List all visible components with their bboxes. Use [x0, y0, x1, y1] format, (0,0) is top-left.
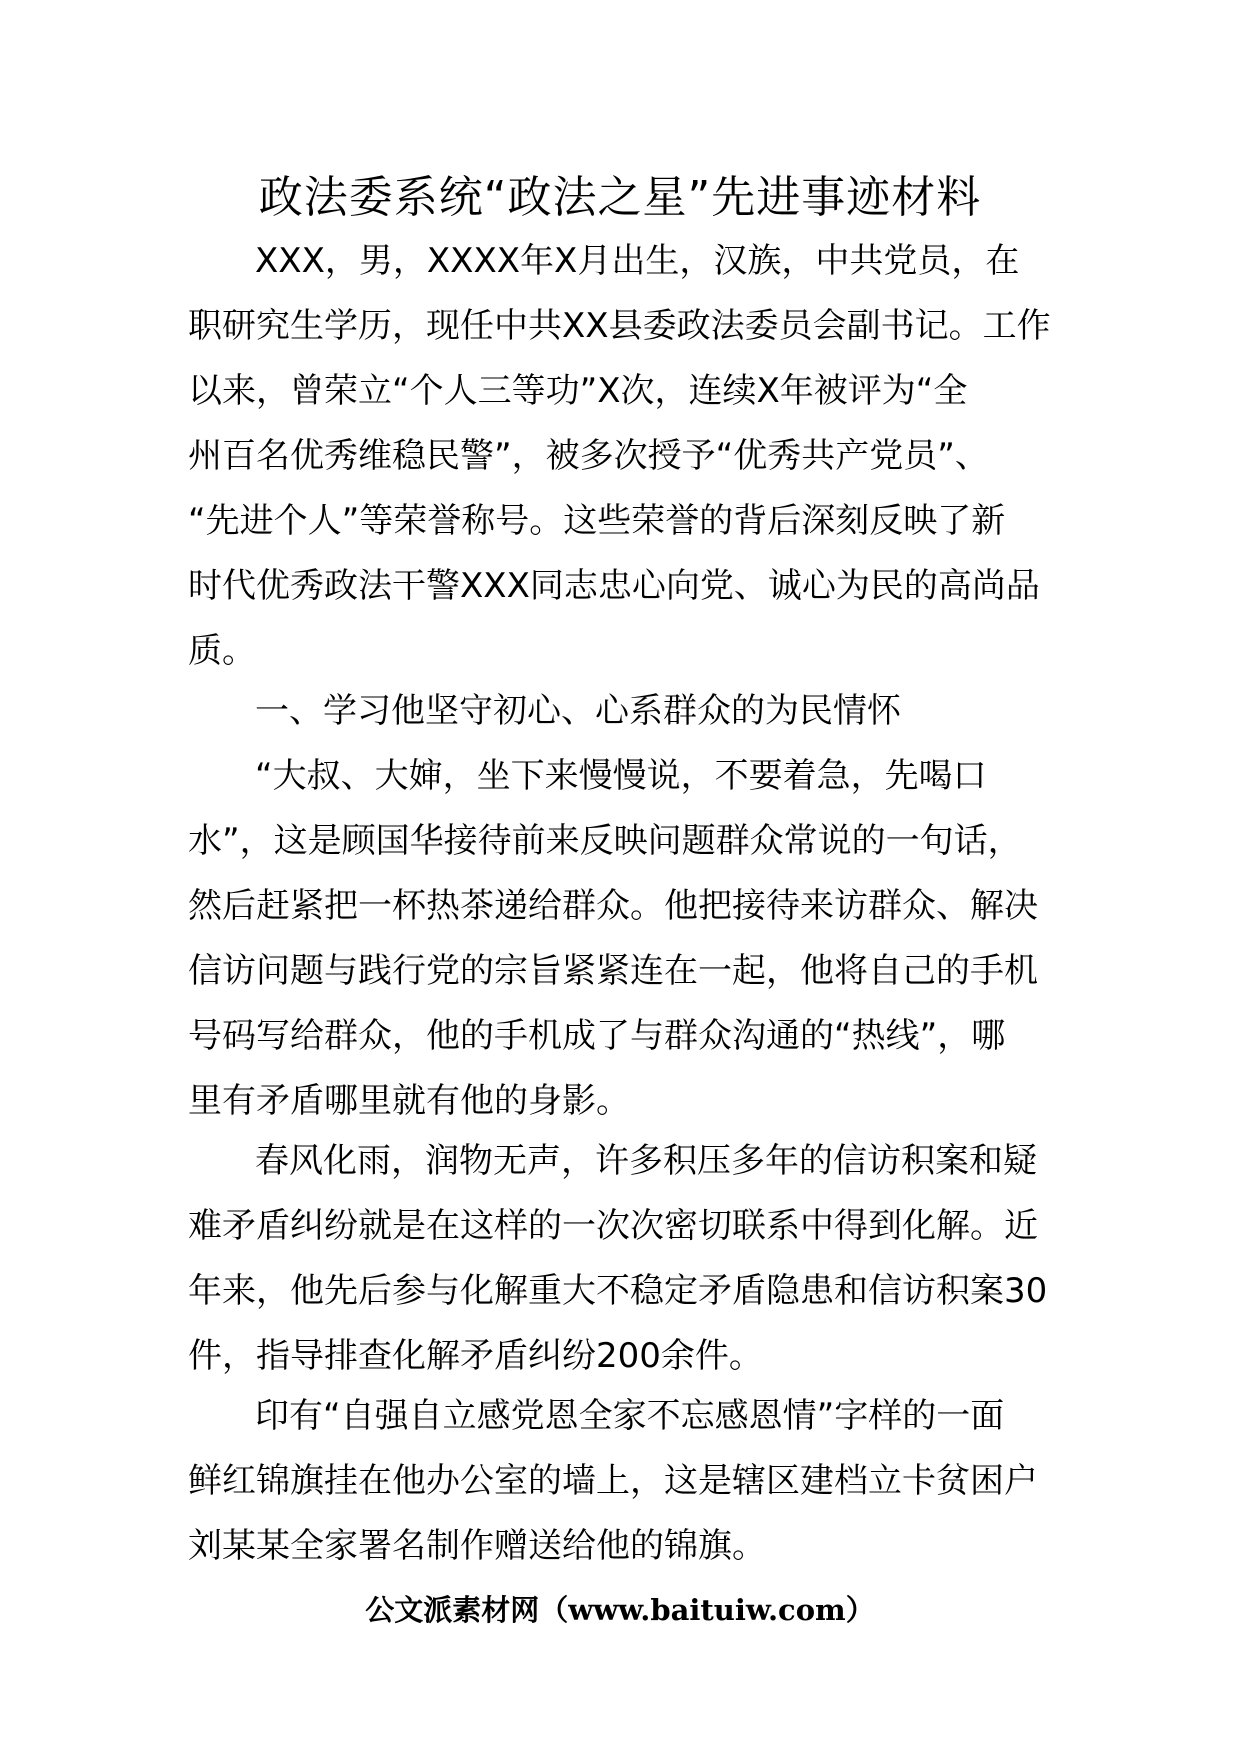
body-line: 然后赶紧把一杯热茶递给群众。他把接待来访群众、解决	[188, 886, 1038, 926]
body-line: “先进个人”等荣誉称号。这些荣誉的背后深刻反映了新	[188, 501, 1006, 541]
body-line: 水”，这是顾国华接待前来反映问题群众常说的一句话，	[188, 821, 1022, 861]
body-line: 印有“自强自立感党恩全家不忘感恩情”字样的一面	[255, 1396, 1005, 1436]
section-heading: 一、学习他坚守初心、心系群众的为民情怀	[255, 691, 901, 731]
body-line: 件，指导排查化解矛盾纠纷200余件。	[188, 1336, 763, 1376]
body-line: 质。	[188, 631, 256, 671]
body-line: XXX，男，XXXX年X月出生，汉族，中共党员，在	[255, 241, 1020, 281]
body-line: 刘某某全家署名制作赠送给他的锦旗。	[188, 1526, 766, 1566]
body-line: 鲜红锦旗挂在他办公室的墙上，这是辖区建档立卡贫困户	[188, 1461, 1038, 1501]
body-line: 时代优秀政法干警XXX同志忠心向党、诚心为民的高尚品	[188, 566, 1040, 606]
document-body	[188, 234, 1058, 1584]
document-title: 政法委系统“政法之星”先进事迹材料	[258, 172, 982, 223]
body-line: 春风化雨，润物无声，许多积压多年的信访积案和疑	[255, 1141, 1037, 1181]
body-line: 里有矛盾哪里就有他的身影。	[188, 1081, 630, 1121]
body-line: 以来，曾荣立“个人三等功”X次，连续X年被评为“全	[188, 371, 968, 411]
body-line: 州百名优秀维稳民警”，被多次授予“优秀共产党员”、	[188, 436, 989, 476]
body-line: “大叔、大婶，坐下来慢慢说，不要着急，先喝口	[255, 756, 987, 796]
body-line: 信访问题与践行党的宗旨紧紧连在一起，他将自己的手机	[188, 951, 1038, 991]
body-line: 职研究生学历，现任中共XX县委政法委员会副书记。工作	[188, 306, 1051, 346]
body-line: 难矛盾纠纷就是在这样的一次次密切联系中得到化解。近	[188, 1206, 1038, 1246]
body-line: 年来，他先后参与化解重大不稳定矛盾隐患和信访积案30	[188, 1271, 1048, 1311]
body-line: 号码写给群众，他的手机成了与群众沟通的“热线”，哪	[188, 1016, 1006, 1056]
watermark-footer: 公文派素材网（www.baituiw.com）	[365, 1593, 875, 1627]
